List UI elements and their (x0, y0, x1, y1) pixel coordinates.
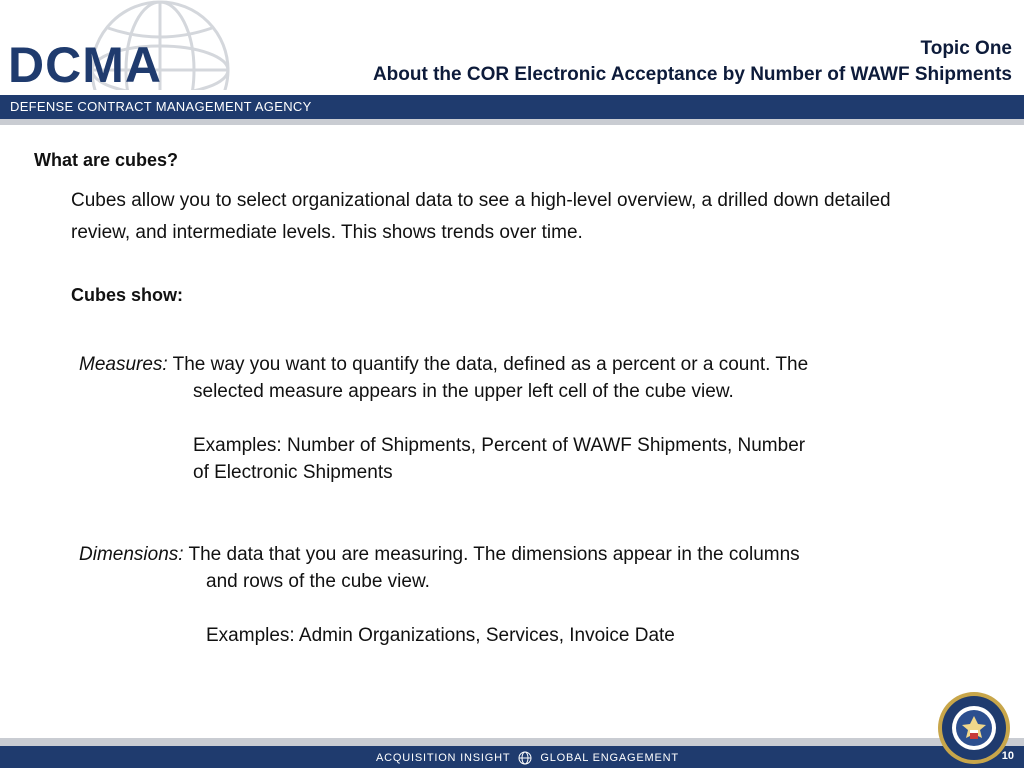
footer-tagline (376, 751, 679, 765)
footer-bar (0, 746, 1024, 768)
tagline-left: ACQUISITION INSIGHT (376, 752, 511, 764)
agency-name: DEFENSE CONTRACT MANAGEMENT AGENCY (10, 99, 312, 114)
globe-icon (518, 751, 532, 765)
dimensions-definition (79, 541, 969, 649)
tagline-right: GLOBAL ENGAGEMENT (540, 752, 679, 764)
section-heading: What are cubes? (34, 150, 179, 170)
dcma-logo: DCMA (8, 37, 162, 93)
slide-header (373, 36, 1012, 88)
measures-text-line2: selected measure appears in the upper left cell of the cube view. (193, 381, 734, 402)
slide-title: About the COR Electronic Acceptance by Number of WAWF Shipments (372, 64, 1012, 85)
measures-examples-line2: of Electronic Shipments (193, 462, 393, 483)
dimensions-label: Dimensions: (79, 544, 184, 565)
agency-bar (0, 95, 1024, 119)
measures-text-line1: The way you want to quantify the data, defined as a percent or a count. The (167, 354, 809, 375)
cubes-show-heading: Cubes show: (71, 285, 184, 305)
dcma-seal-icon (936, 690, 1012, 766)
topic-label: Topic One (920, 38, 1012, 59)
measures-examples (79, 432, 969, 486)
dimensions-text-line2: and rows of the cube view. (206, 571, 430, 592)
footer-divider (0, 738, 1024, 746)
measures-examples-line1: Examples: Number of Shipments, Percent of WAWF Shipments, Number (193, 435, 806, 456)
page-number: 10 (1001, 750, 1014, 762)
header-divider (0, 119, 1024, 125)
measures-label: Measures: (79, 354, 168, 375)
dimensions-text-line1: The data that you are measuring. The dimensions appear in the columns (183, 544, 800, 565)
measures-definition (79, 351, 969, 486)
dimensions-examples: Examples: Admin Organizations, Services, Invoice Date (206, 625, 675, 646)
intro-paragraph: Cubes allow you to select organizational data to see a high-level overview, a drilled down detailed review, and intermediate levels. This shows trends over time. (71, 190, 891, 243)
